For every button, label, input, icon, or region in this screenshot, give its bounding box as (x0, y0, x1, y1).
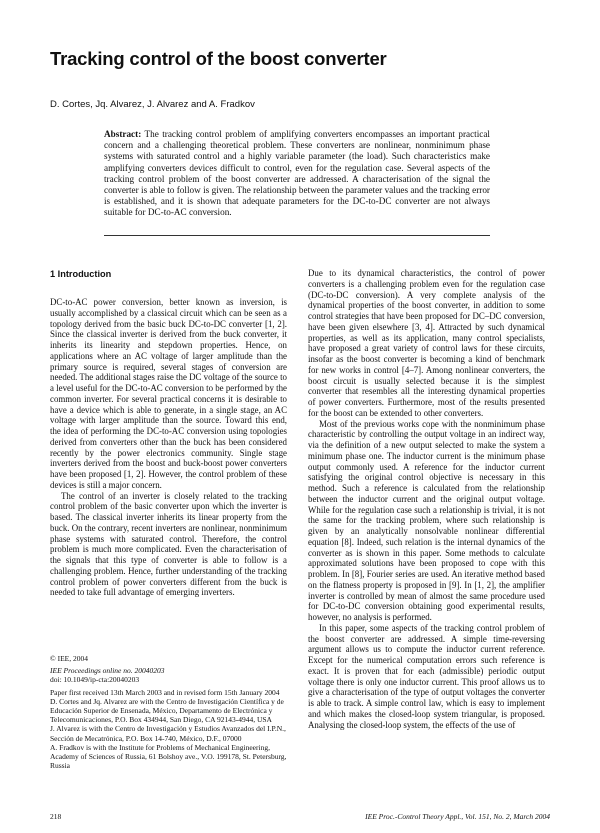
left-column (50, 268, 287, 598)
body-paragraph: DC-to-AC power conversion, better known as inversion, is usually accomplished by a classical circuit which can be seen as a topology derived from the basic buck DC-to-DC converter [1, 2]. Since the classical inverter is derived from the buck converter, it inherits its linearity and stepdown properties. Hence, on applications where an AC voltage of larger amplitude than the primary source is required, several stages of conversion are needed. The additional stages raise the DC voltage of the source to a level useful for the DC-to-AC conversion to be performed by the common inverter. For several practical concerns it is desirable to have a device which is able to generate, in a single stage, an AC voltage with larger amplitude than the source. Toward this end, the idea of performing the DC-to-AC conversion using topologies derived from converters other than the buck has been considered recently by the power electronics community. Single stage inverters derived from the boost and buck-boost power converters have been proposed [1, 2]. However, the control problem of these devices is still a major concern. (50, 297, 287, 490)
copyright-note: © IEE, 2004 (50, 654, 88, 663)
affiliation-note: J. Alvarez is with the Centro de Investigación y Estudios Avanzados del I.P.N., Sección de Mecatrónica, P.O. Box 14-740, México, D.F., 07000 (50, 724, 286, 743)
author-list: D. Cortes, Jq. Alvarez, J. Alvarez and A. Fradkov (50, 99, 255, 110)
footnotes (50, 654, 287, 770)
body-paragraph: Most of the previous works cope with the nonminimum phase characteristic by controlling the output voltage in an indirect way, via the definition of a new output selected to make the system a minimum phase one. The inductor current is the minimum phase output commonly used. A reference for the inductor current satisfying the original control objective is necessary in this method. Such a reference is calculated from the relationship between the inductor current and the original output voltage. While for the regulation case such a relationship is trivial, it is not the same for the tracking problem, where such relationship is given by an analytically nonsolvable nonlinear differential equation [8]. Indeed, such relation is the internal dynamics of the converter as is shown in this paper. Some methods to calculate approximated solutions have been proposed to cope with this problem. In [8], Fourier series are used. An iterative method based on the flatness property is proposed in [9]. In [1, 2], the amplifier inverter is controlled by mean of almost the same procedure used for DC-to-DC conversion obtaining good experimental results, however, no analysis is performed. (308, 418, 545, 622)
journal-citation: IEE Proc.-Control Theory Appl., Vol. 151, No. 2, March 2004 (365, 812, 550, 821)
abstract-text: The tracking control problem of amplifying converters encompasses an important practical concern and a challenging theoretical problem. These converters are nonlinear, nonminimum phase systems with saturated control and a highly variable parameter (the load). Such characteristics make amplifying converters devices difficult to control, even for the regulation case. Several aspects of the tracking control problem of the boost converter are addressed. A characterisation of the signal the converter is able to follow is given. The relationship between the parameter values and the tracking error is established, and it is shown that adequate parameters for the DC-to-DC converter are not always suitable for DC-to-AC conversion. (104, 129, 490, 218)
page-number: 218 (50, 812, 62, 821)
received-note: Paper first received 13th March 2003 and in revised form 15th January 2004 (50, 687, 280, 697)
body-paragraph: In this paper, some aspects of the tracking control problem of the boost converter are addressed. A simple time-reversing argument allows us to compute the inductor current reference. Except for the numerical computation errors such reference is exact. It is proven that for each (admissible) periodic output voltage there is only one inductor current. This proof allows us to give a characterisation of the type of output voltages the converter is able to track. A simple control law, which is easy to implement and which makes the closed-loop system triangular, is proposed. Analysing the closed-loop system, the effects of the use of (308, 622, 545, 730)
abstract-divider (104, 235, 490, 236)
affiliation-note: A. Fradkov is with the Institute for Problems of Mechanical Engineering, Academy of Sciences of Russia, 61 Bolshoy ave., V.O. 199178, St. Petersburg, Russia (50, 742, 287, 771)
abstract (104, 129, 490, 219)
doi-note: doi: 10.1049/ip-cta:20040203 (50, 675, 140, 685)
body-paragraph: The control of an inverter is closely related to the tracking control problem of the basic converter upon which the inverter is based. The classical inverter inherits its linear property from the buck. On the contrary, recent inverters are nonlinear, nonminimum phase systems with saturated control. Therefore, the control problem is much more complicated. Even the characterisation of the signals that this type of converter is able to follow is a challenging problem. Hence, further understanding of the tracking control problem of power converters different from the buck is needed to take full advantage of emerging inverters. (50, 490, 287, 598)
abstract-label: Abstract: (104, 129, 142, 139)
paper-title: Tracking control of the boost converter (50, 48, 387, 69)
online-note (50, 666, 287, 675)
body-paragraph: Due to its dynamical characteristics, the control of power converters is a challenging problem even for the regulation case (DC-to-DC conversion). A very complete analysis of the dynamical properties of the boost converter, in addition to some control strategies that have been proposed for DC–DC conversion, have been given elsewhere [3, 4]. Attracted by such dynamical properties, as well as its application, many control specialists, have proposed a great variety of control laws for these circuits, insofar as the boost converter is becoming a kind of benchmark for new works in control [4–7]. Among nonlinear converters, the boost circuit is usually selected because it is the simplest converter that resembles all the interesting dynamical properties of power converters. Furthermore, most of the results presented for the boost can be extended to other converters. (308, 268, 545, 418)
online-note-text: IEE Proceedings online no. 20040203 (50, 666, 165, 676)
right-column (308, 268, 545, 730)
section-heading: 1 Introduction (50, 269, 112, 279)
affiliation-note: D. Cortes and Jq. Alvarez are with the Centro de Investigación Científica y de Educación Superior de Ensenada, México, Departamento de Electrónica y Telecomunicaciones, P.O. Box 434944, San Diego, CA 92143-4944, USA (50, 696, 284, 725)
